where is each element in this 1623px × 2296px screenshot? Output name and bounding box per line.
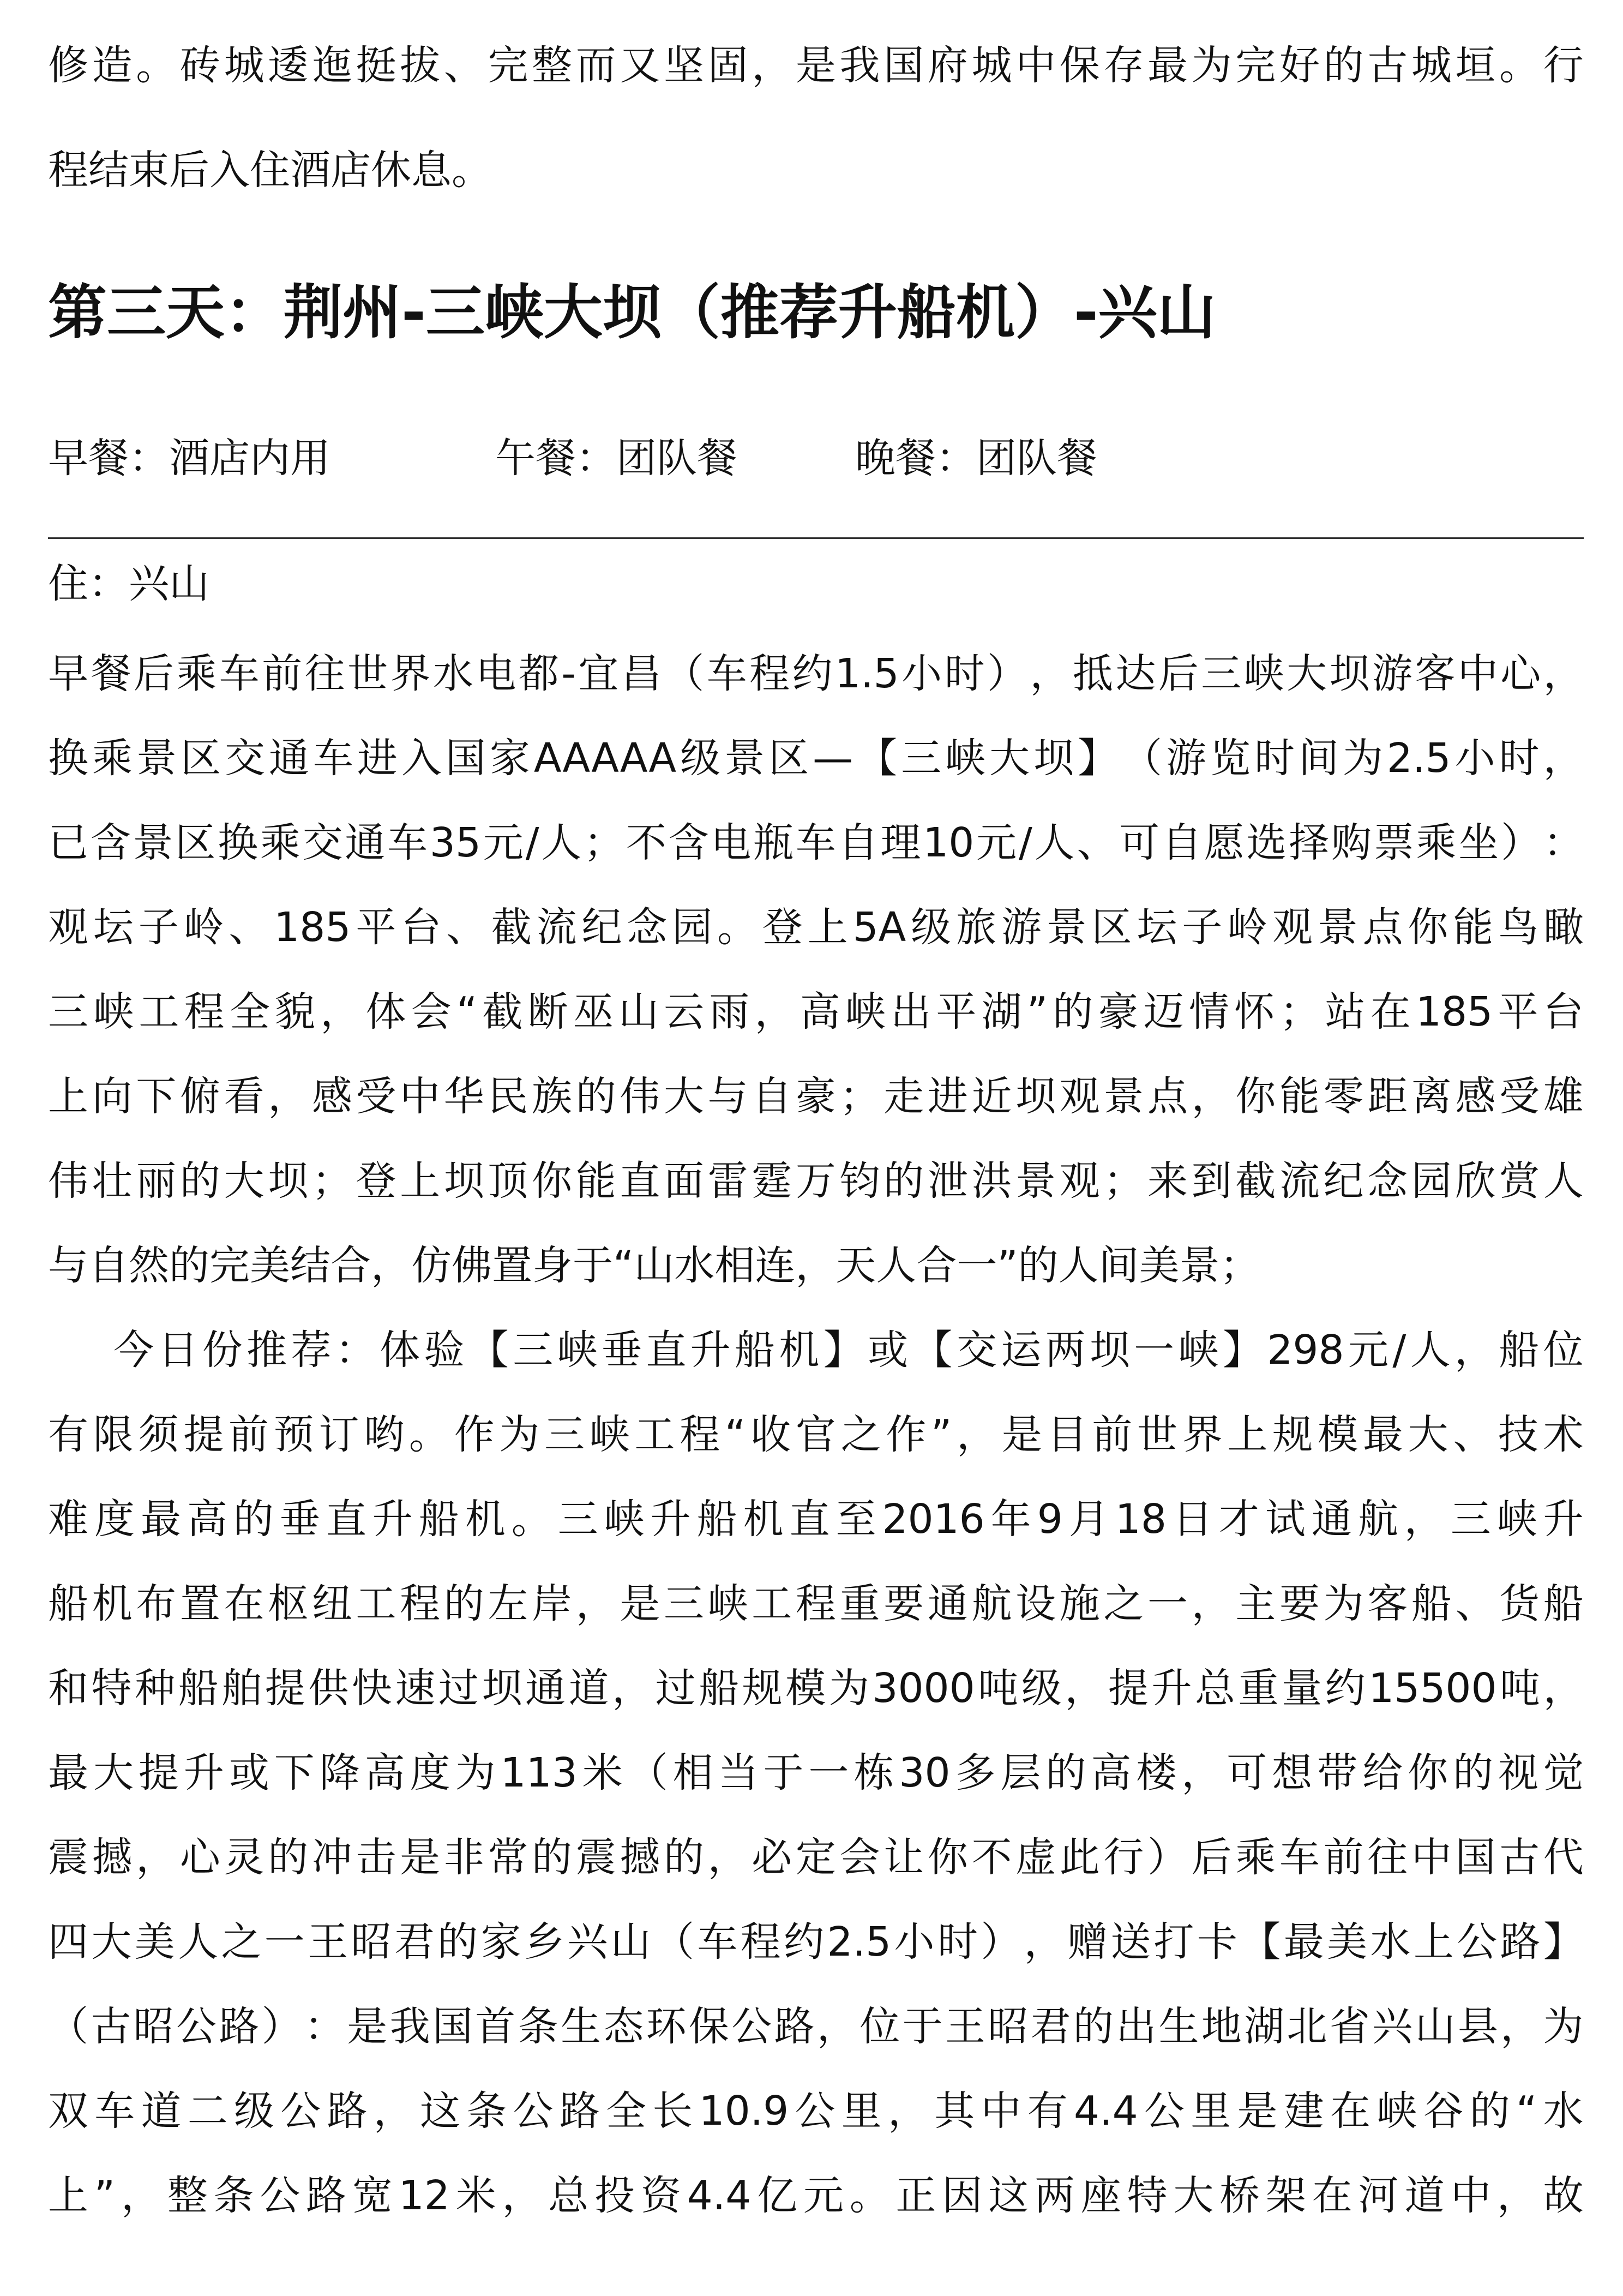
day-heading: 第三天：荆州-三峡大坝（推荐升船机）-兴山 <box>48 279 1216 347</box>
paragraph-line: 伟 壮 丽 的 大 坝 ； 登 上 坝 顶 你 能 直 面 雷 霆 万 钧 的 泄 洪 景 观 ； 来 到 截 流 纪 念 园 欣 赏 人 <box>48 1158 1584 1204</box>
stay-line: 住：兴山 <box>48 560 209 607</box>
intro-line: 程结束后入住酒店休息。 <box>48 147 492 194</box>
paragraph-line: 上 向 下 俯 看 ， 感 受 中 华 民 族 的 伟 大 与 自 豪 ； 走 进 近 坝 观 景 点 ， 你 能 零 距 离 感 受 雄 <box>48 1073 1584 1120</box>
paragraph-line: 和 特 种 船 舶 提 供 快 速 过 坝 通 道 ， 过 船 规 模 为 3000 吨 级 ， 提 升 总 重 量 约 15500 吨 ， <box>48 1665 1584 1712</box>
paragraph-line: （ 古 昭 公 路 ） ： 是 我 国 首 条 生 态 环 保 公 路 ， 位 于 王 昭 君 的 出 生 地 湖 北 省 兴 山 县 ， 为 <box>48 2003 1584 2050</box>
intro-line: 修 造 。 砖 城 逶 迤 挺 拔 、 完 整 而 又 坚 固 ， 是 我 国 府 城 中 保 存 最 为 完 好 的 古 城 垣 。 行 <box>48 42 1584 89</box>
meal-lunch: 午餐：团队餐 <box>495 435 737 482</box>
meals-row <box>48 431 1584 485</box>
meal-dinner: 晚餐：团队餐 <box>855 435 1097 482</box>
paragraph-line: 上 ” ， 整 条 公 路 宽 12 米 ， 总 投 资 4.4 亿 元 。 正 因 这 两 座 特 大 桥 架 在 河 道 中 ， 故 <box>48 2172 1584 2219</box>
paragraph-line: 双 车 道 二 级 公 路 ， 这 条 公 路 全 长 10.9 公 里 ， 其 中 有 4.4 公 里 是 建 在 峡 谷 的 “ 水 <box>48 2088 1584 2135</box>
paragraph-line: 震 撼 ， 心 灵 的 冲 击 是 非 常 的 震 撼 的 ， 必 定 会 让 你 不 虚 此 行 ） 后 乘 车 前 往 中 国 古 代 <box>48 1834 1584 1881</box>
paragraph-line: 换 乘 景 区 交 通 车 进 入 国 家 AAAAA 级 景 区 — 【 三 峡 大 坝 】 （ 游 览 时 间 为 2.5 小 时 ， <box>48 735 1584 782</box>
paragraph-line: 三 峡 工 程 全 貌 ， 体 会 “ 截 断 巫 山 云 雨 ， 高 峡 出 平 湖 ” 的 豪 迈 情 怀 ； 站 在 185 平 台 <box>48 988 1584 1035</box>
paragraph-line: 有 限 须 提 前 预 订 哟 。 作 为 三 峡 工 程 “ 收 官 之 作 ” ， 是 目 前 世 界 上 规 模 最 大 、 技 术 <box>48 1411 1584 1458</box>
paragraph-line: 今 日 份 推 荐 ： 体 验 【 三 峡 垂 直 升 船 机 】 或 【 交 运 两 坝 一 峡 】 298 元 / 人 ， 船 位 <box>113 1327 1584 1374</box>
paragraph-line: 与自然的完美结合，仿佛置身于“山水相连，天人合一”的人间美景； <box>48 1242 1260 1289</box>
divider-line <box>48 537 1584 539</box>
paragraph-line: 观 坛 子 岭 、 185 平 台 、 截 流 纪 念 园 。 登 上 5A 级 旅 游 景 区 坛 子 岭 观 景 点 你 能 鸟 瞰 <box>48 904 1584 951</box>
paragraph-line: 最 大 提 升 或 下 降 高 度 为 113 米 （ 相 当 于 一 栋 30 多 层 的 高 楼 ， 可 想 带 给 你 的 视 觉 <box>48 1749 1584 1796</box>
paragraph-line: 早 餐 后 乘 车 前 往 世 界 水 电 都 - 宜 昌 （ 车 程 约 1.5 小 时 ） ， 抵 达 后 三 峡 大 坝 游 客 中 心 ， <box>48 650 1584 697</box>
meal-breakfast: 早餐：酒店内用 <box>48 435 330 482</box>
paragraph-line: 已 含 景 区 换 乘 交 通 车 35 元 / 人 ； 不 含 电 瓶 车 自 理 10 元 / 人 、 可 自 愿 选 择 购 票 乘 坐 ） ： <box>48 819 1584 866</box>
paragraph-line: 难 度 最 高 的 垂 直 升 船 机 。 三 峡 升 船 机 直 至 2016 年 9 月 18 日 才 试 通 航 ， 三 峡 升 <box>48 1496 1584 1543</box>
paragraph-line: 船 机 布 置 在 枢 纽 工 程 的 左 岸 ， 是 三 峡 工 程 重 要 通 航 设 施 之 一 ， 主 要 为 客 船 、 货 船 <box>48 1580 1584 1627</box>
paragraph-line: 四 大 美 人 之 一 王 昭 君 的 家 乡 兴 山 （ 车 程 约 2.5 小 时 ） ， 赠 送 打 卡 【 最 美 水 上 公 路 】 <box>48 1919 1584 1965</box>
